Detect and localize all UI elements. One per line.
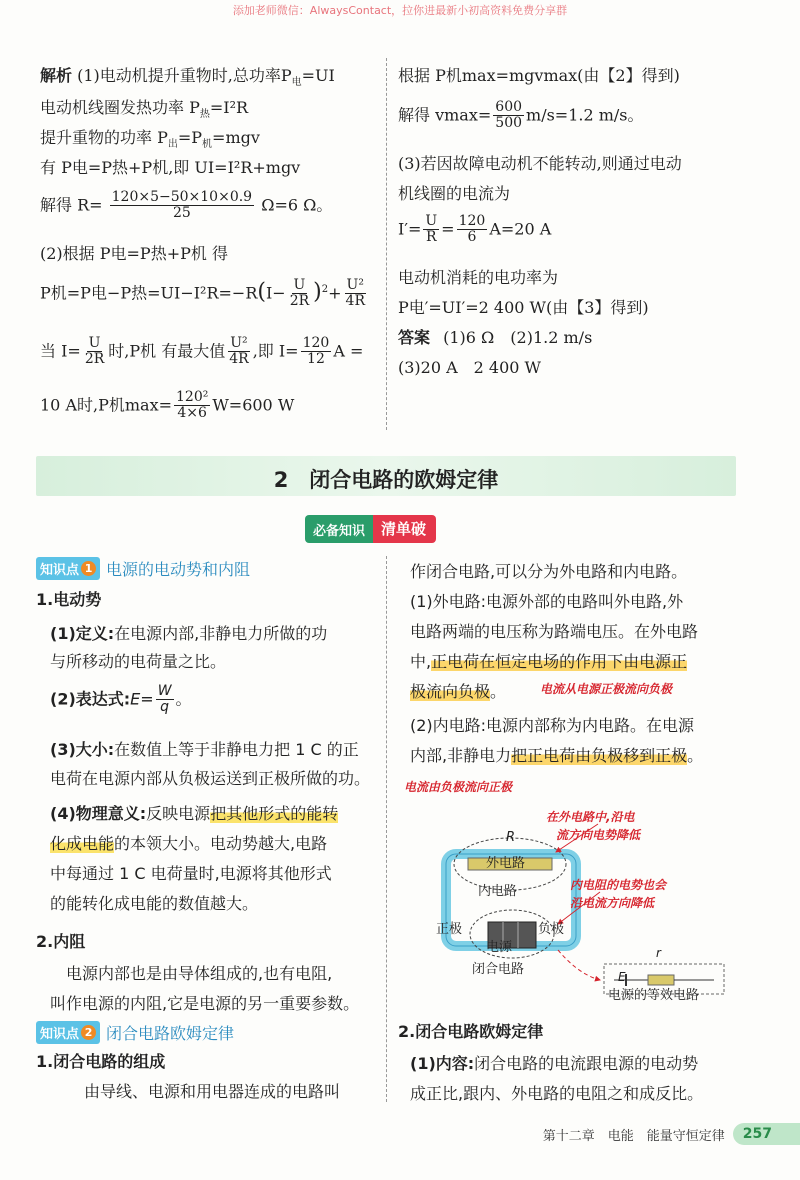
highlight: 把正电荷由负极移到正极	[511, 746, 688, 765]
diagram-note-2b: 沿电流方向降低	[570, 896, 655, 910]
label-equivalent-circuit: 电源的等效电路	[608, 988, 700, 1003]
label-positive: 正极	[436, 922, 463, 937]
section-title-bar	[36, 456, 736, 496]
label-E: E	[618, 970, 626, 984]
badge-left: 必备知识	[305, 515, 373, 543]
label-source: 电源	[486, 940, 513, 955]
solution-label: 解析	[40, 66, 73, 85]
internal-resistor-r	[648, 975, 674, 985]
label-negative: 负极	[538, 922, 565, 937]
solution-line-4: 有 P电=P热+P机,即 UI=I²R+mgv	[40, 158, 301, 177]
watermark: 添加老师微信：AlwaysContact，拉你进最新小初高资料免费分享群	[232, 4, 568, 17]
annotation-current-inside: 电流由负极流向正极	[404, 780, 513, 794]
highlight: 正电荷在恒定电场的作用下由电源正	[431, 652, 688, 671]
answer-label: 答案	[398, 328, 431, 347]
solution-line-1: 解析 (1)电动机提升重物时,总功率$P_电=UI$	[40, 66, 335, 89]
solution-right-line-7: P电′=UI′=2 400 W(由【3】得到)	[398, 298, 649, 317]
knowledge-point-1: 知识点 1 电源的电动势和内阻	[36, 557, 250, 580]
heading-emf: 1.电动势	[36, 590, 102, 609]
label-outer-circuit: 外电路	[486, 856, 526, 871]
solution-line-8: 当 I= $\frac{U}{2R}$ 时,P机 有最大值 $\frac{\text{U²}}{4R}$ ,即 I= $\frac{120}{12}$ A =	[40, 335, 364, 368]
answer-line-1: 答案 (1)6 Ω (2)1.2 m/s	[398, 328, 593, 347]
knowledge-point-2: 知识点 2 闭合电路欧姆定律	[36, 1021, 234, 1044]
solution-right-line-5: I′= $\frac{U}{R}$ = $\frac{120}{6}$ A=20 A	[398, 213, 552, 246]
highlight: 化成电能	[50, 834, 115, 853]
solution-right-line-6: 电动机消耗的电功率为	[398, 268, 559, 287]
solution-right-line-2: 解得 vmax= $\frac{600}{500}$ m/s=1.2 m/s。	[398, 99, 644, 132]
solution-line-7: P机=P电−P热=UI−I²R=−R(I− $\frac{U}{2R}$ )$^2$+ $\frac{\text{U²}}{4R}$	[40, 277, 365, 310]
page-number: 257	[733, 1123, 800, 1145]
badge-right: 清单破	[373, 515, 436, 543]
solution-line-2: 电动机线圈发热功率 $P_热=I^2R$	[40, 98, 249, 121]
label-R: R	[506, 830, 516, 845]
solution-right-line-3: (3)若因故障电动机不能转动,则通过电动	[398, 154, 682, 173]
fraction: $\frac{120\times 5-50\times 10\times 0.9}{25}$	[111, 189, 253, 222]
annotation-current-outside: 电流从电源正极流向负极	[540, 682, 673, 696]
chapter-title: 第十二章 电能 能量守恒定律	[542, 1128, 725, 1144]
solution-line-5: 解得 R= $\frac{120\times 5-50\times 10\times 0.9}{25}$ Ω=6 Ω。	[40, 189, 333, 222]
solution-right-line-1: 根据 P机max=mgvmax(由【2】得到)	[398, 66, 680, 85]
heading-ohms-law: 2.闭合电路欧姆定律	[398, 1022, 544, 1041]
answer-line-2: (3)20 A 2 400 W	[398, 358, 542, 377]
diagram-note-1b: 流方向电势降低	[556, 828, 641, 842]
diagram-note-2a: 内电阻的电势也会	[570, 878, 667, 892]
label-inner-circuit: 内电路	[478, 884, 518, 899]
solution-right-line-4: 机线圈的电流为	[398, 184, 511, 203]
section-title: 2 闭合电路的欧姆定律	[273, 468, 499, 492]
heading-closed-circuit: 1.闭合电路的组成	[36, 1052, 166, 1071]
label-r: r	[656, 946, 661, 960]
footer	[543, 1121, 800, 1147]
column-divider	[386, 58, 387, 430]
heading-internal-resistance: 2.内阻	[36, 932, 86, 951]
solution-line-3: 提升重物的功率 $P_出=P_机=mgv$	[40, 128, 260, 151]
badge	[305, 515, 436, 543]
highlight: 把其他形式的能转	[210, 804, 339, 823]
label-closed-circuit: 闭合电路	[472, 962, 525, 977]
solution-line-9: 10 A时,P机max= $\frac{\text{120²}}{4\times 6}$ W=600 W	[40, 389, 295, 422]
solution-line-6: (2)根据 P电=P热+P机 得	[40, 244, 228, 263]
column-divider-lower	[386, 556, 387, 1102]
highlight: 极流向负极	[410, 682, 491, 701]
diagram-note-1a: 在外电路中,沿电	[546, 810, 635, 824]
